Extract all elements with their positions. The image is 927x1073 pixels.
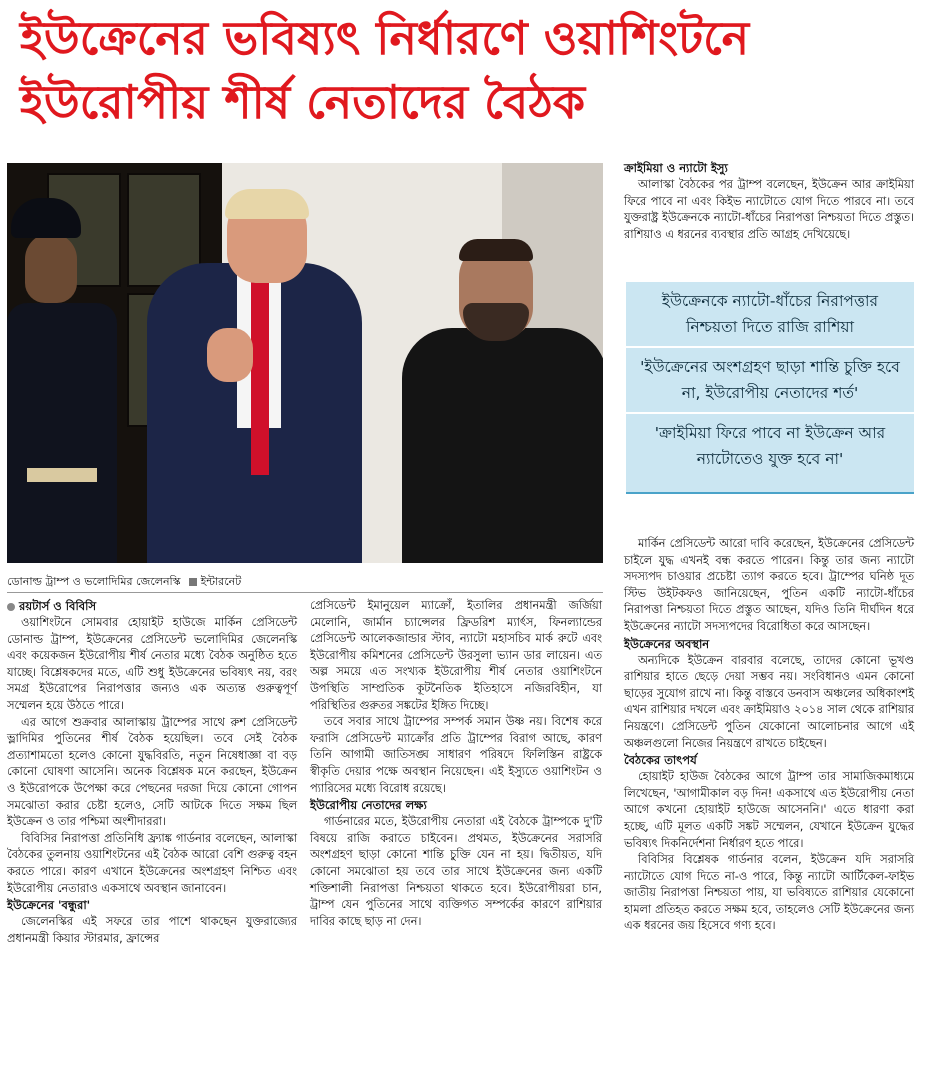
article-column-1 [7,598,297,947]
subheading: ইউক্রেনের অবস্থান [624,636,710,651]
square-icon [189,578,197,586]
paragraph: মার্কিন প্রেসিডেন্ট আরো দাবি করেছেন, ইউক্রেনের প্রেসিডেন্ট চাইলে যুদ্ধ এখনই বন্ধ করতে পারেন। কিন্তু তার জন্য ন্যাটো সদস্যপদ চাওয়ার প্রচেষ্টা ত্যাগ করতে হবে। ট্রাম্পের ঘনিষ্ঠ দূত স্টিভ উইটকফও জানিয়েছেন, পুতিন একটি ন্যাটো-ধাঁচের নিরাপত্তা নিশ্চয়তা দিতে প্রস্তুত আছেন, যদিও তিনি দীর্ঘদিন ধরে ইউক্রেনের ন্যাটো সদস্যপদের বিরোধিতা করে আসছেন। [624,537,914,633]
photo-fist [207,328,253,382]
subheading: ইউক্রেনের 'বন্ধুরা' [7,898,91,913]
paragraph: হোয়াইট হাউজ বৈঠকের আগে ট্রাম্প তার সামাজিকমাধ্যমে লিখেছেন, 'আগামীকাল বড় দিন! একসাথে এত ইউরোপীয় নেতা আগে কখনো হোয়াইট হাউজে আসেননি।' এতে ধারণা করা হচ্ছে, এটি মূলত একটি সঙ্কট সম্মেলন, যেখানে ইউক্রেন যুদ্ধের ভবিষ্যৎ দিকনির্দেশনা নির্ধারণ হতে পারে। [624,770,914,850]
paragraph: বিবিসির নিরাপত্তা প্রতিনিধি ফ্র্যাঙ্ক গার্ডনার বলেছেন, আলাস্কা বৈঠকের তুলনায় ওয়াশিংটনের এই বৈঠক আরো বেশি গুরুত্ব বহন করতে পারে। কারণ এখানে ইউক্রেনের অংশগ্রহণ নিশ্চিত এবং ইউরোপীয় নেতারাও একসাথে অবস্থান জানাবেন। [7,831,297,895]
photo-caption [7,572,603,593]
headline: ইউক্রেনের ভবিষ্যৎ নির্ধারণে ওয়াশিংটনে ইউরোপীয় শীর্ষ নেতাদের বৈঠক [20,11,750,129]
photo-guard-belt [27,468,97,482]
news-photo [7,163,603,563]
photo-person-right [402,328,603,563]
caption-credit: ইন্টারনেট [200,575,242,588]
bullet-icon [7,603,15,611]
photo-tie [251,275,269,475]
paragraph: ওয়াশিংটনে সোমবার হোয়াইট হাউজে মার্কিন প্রেসিডেন্ট ডোনাল্ড ট্রাম্প, ইউক্রেনের প্রেসিডেন্ট ভলোদিমির জেলেনস্কি এবং কয়েকজন ইউরোপীয় শীর্ষ নেতার মধ্যে বৈঠক অনুষ্ঠিত হতে যাচ্ছে। বিশ্লেষকদের মতে, এটি শুধু ইউক্রেনের ভবিষ্যৎ নয়, বরং সমগ্র ইউরোপের নিরাপত্তার জন্যও এক অত্যন্ত গুরুত্বপূর্ণ সম্মেলন হয়ে উঠতে পারে। [7,616,297,712]
pull-quote: 'ইউক্রেনের অংশগ্রহণ ছাড়া শান্তি চুক্তি হবে না, ইউরোপীয় নেতাদের শর্ত' [626,348,914,414]
article-column-3-bottom [624,536,914,935]
article-column-2 [310,598,602,930]
paragraph: তবে সবার সাথে ট্রাম্পের সম্পর্ক সমান উষ্ণ নয়। বিশেষ করে ফরাসি প্রেসিডেন্ট ম্যাক্রোঁর প্রতি ট্রাম্পের বিরাগ আছে, কারণ তিনি আগামী জাতিসঙ্ঘ সাধারণ পরিষদে ফিলিস্তিন রাষ্ট্রকে স্বীকৃতি দেয়ার পক্ষে অবস্থান নিয়েছেন। এই ইস্যুতে ওয়াশিংটন ও প্যারিসের মধ্যে বিরোধ রয়েছে। [310,715,602,795]
pull-quote: ইউক্রেনকে ন্যাটো-ধাঁচের নিরাপত্তার নিশ্চয়তা দিতে রাজি রাশিয়া [626,282,914,348]
photo-guard [7,303,117,563]
paragraph: গার্ডনারের মতে, ইউরোপীয় নেতারা এই বৈঠকে ট্রাম্পকে দু'টি বিষয়ে রাজি করাতে চাইবেন। প্রথমত, ইউক্রেনের সরাসরি অংশগ্রহণ ছাড়া কোনো শান্তি চুক্তি যেন না হয়। দ্বিতীয়ত, যদি কোনো সমঝোতা হয় তবে তার সাথে ইউক্রেনের জন্য একটি শক্তিশালী নিরাপত্তা নিশ্চয়তা থাকতে হবে। ইউরোপীয়রা চান, ট্রাম্প যেন পুতিনের সাথে ব্যক্তিগত সম্পর্কের কারণে রাশিয়ার দাবির কাছে ছাড় না দেন। [310,815,602,928]
byline-text: রয়টার্স ও বিবিসি [19,599,97,613]
paragraph: বিবিসির বিশ্লেষক গার্ডনার বলেন, ইউক্রেন যদি সরাসরি ন্যাটোতে যোগ দিতে না-ও পারে, কিন্তু ন্যাটো আর্টিকেল-ফাইভ জাতীয় নিরাপত্তা নিশ্চয়তা পায়, যা ভবিষ্যতে রাশিয়ার যেকোনো হামলা প্রতিহত করতে সক্ষম হবে, তাহলেও সেটি ইউক্রেনের জন্য এক ধরনের জয় হিসেবে গণ্য হবে। [624,853,914,933]
subheading: ইউরোপীয় নেতাদের লক্ষ্য [310,798,427,813]
subheading: ক্রাইমিয়া ও ন্যাটো ইস্যু [624,161,728,175]
pull-quote-box [626,282,914,494]
paragraph: অন্যদিকে ইউক্রেন বারবার বলেছে, তাদের কোনো ভূখণ্ড রাশিয়ার হাতে ছেড়ে দেয়া সম্ভব নয়। সংবিধানও এমন কোনো ছাড়ের সুযোগ রাখে না। কিন্তু বাস্তবে ডনবাস অঞ্চলের অধিকাংশই এখন রাশিয়ার দখলে এবং ক্রাইমিয়াও ২০১৪ সাল থেকে রাশিয়ার নিয়ন্ত্রণে। প্রেসিডেন্ট পুতিন যেকোনো আলোচনার আগে এই অঞ্চলগুলো নিজের নিয়ন্ত্রণে রাখতে চাইছেন। [624,653,914,750]
paragraph: প্রেসিডেন্ট ইমানুয়েল ম্যাক্রোঁ, ইতালির প্রধানমন্ত্রী জর্জিয়া মেলোনি, জার্মান চ্যান্সেলর ফ্রিডরিশ ম্যার্ৎস, ফিনল্যান্ডের প্রেসিডেন্ট আলেকজান্ডার স্টাব, ন্যাটো মহাসচিব মার্ক রুটে এবং ইউরোপীয় কমিশনের প্রেসিডেন্ট উরসুলা ভ্যান ডার লায়েন। এত অল্প সময়ে এত সংখ্যক ইউরোপীয় শীর্ষ নেতার ওয়াশিংটনে উপস্থিতি সাম্প্রতিক কূটনৈতিক ইতিহাসে নজিরবিহীন, যা পরিস্থিতির গুরুতর সঙ্কটের ইঙ্গিত দিচ্ছে। [310,599,602,712]
subheading: বৈঠকের তাৎপর্য [624,753,697,768]
article-column-3-top [624,160,914,243]
paragraph: জেলেনস্কির এই সফরে তার পাশে থাকছেন যুক্তরাজ্যের প্রধানমন্ত্রী কিয়ার স্টারমার, ফ্রান্সের [7,915,297,945]
paragraph: এর আগে শুক্রবার আলাস্কায় ট্রাম্পের সাথে রুশ প্রেসিডেন্ট ভ্লাদিমির পুতিনের শীর্ষ বৈঠক হয়েছিল। তবে সেই বৈঠক প্রত্যাশামতো হলেও কোনো যুদ্ধবিরতি, নতুন নিষেধাজ্ঞা বা বড় কোনো ঘোষণা আসেনি। অনেক বিশ্লেষক মনে করছেন, ইউক্রেন ও ইউরোপকে উপেক্ষা করে পেছনের দরজা দিয়ে কোনো গোপন সমঝোতা করার চেষ্টা হলেও, সেটি আটকে দিতে সক্ষম ছিল ইউক্রেন ও তার পশ্চিমা অংশীদাররা। [7,715,297,829]
photo-guard-head [25,233,77,303]
photo-hair-left [225,189,309,219]
photo-hair-right [459,239,533,261]
byline [7,598,297,615]
paragraph: আলাস্কা বৈঠকের পর ট্রাম্প বলেছেন, ইউক্রেন আর ক্রাইমিয়া ফিরে পাবে না এবং কিইভ ন্যাটোতে যোগ দিতে পারবে না। তবে যুক্তরাষ্ট্র ইউক্রেনকে ন্যাটো-ধাঁচের নিরাপত্তা নিশ্চয়তা দিতে প্রস্তুত। রাশিয়াও এ ধরনের ব্যবস্থার প্রতি আগ্রহ দেখিয়েছে। [624,178,914,241]
caption-text: ডোনাল্ড ট্রাম্প ও ভলোদিমির জেলেনস্কি [7,575,181,588]
pull-quote: 'ক্রাইমিয়া ফিরে পাবে না ইউক্রেন আর ন্যাটোতেও যুক্ত হবে না' [654,424,886,468]
